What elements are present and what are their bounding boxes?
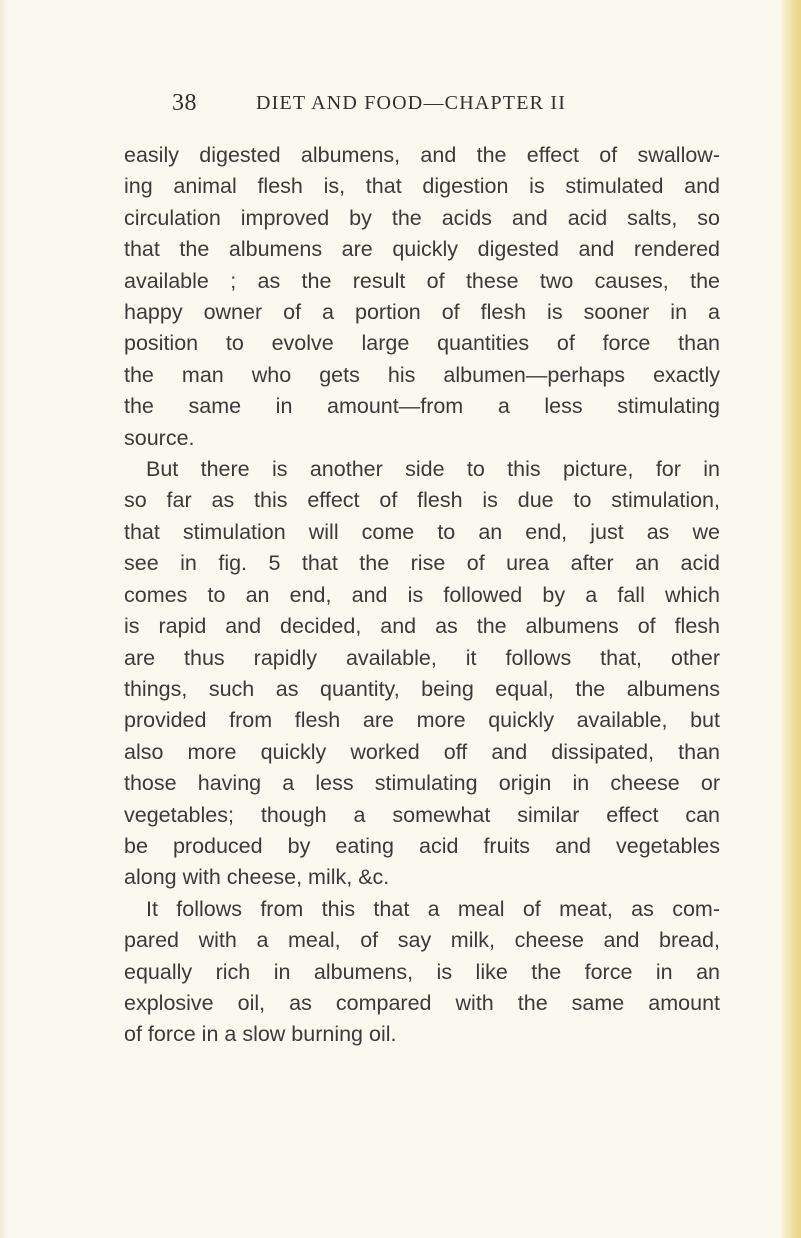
text-line: that stimulation will come to an end, just as we bbox=[124, 519, 720, 544]
text-line: the man who gets his albumen—perhaps exactly bbox=[124, 362, 720, 387]
text-line: also more quickly worked off and dissipated, than bbox=[124, 739, 720, 764]
body-text bbox=[124, 140, 720, 1051]
text-line: It follows from this that a meal of meat, as com- bbox=[146, 896, 720, 921]
text-line: pared with a meal, of say milk, cheese and bread, bbox=[124, 928, 720, 953]
text-line: are thus rapidly available, it follows that, other bbox=[124, 645, 720, 670]
paragraph-1 bbox=[124, 140, 720, 454]
page-gutter-shadow bbox=[0, 0, 8, 1238]
text-line: circulation improved by the acids and acid salts, so bbox=[124, 205, 720, 230]
text-line: those having a less stimulating origin in cheese or bbox=[124, 771, 720, 796]
text-line: position to evolve large quantities of force than bbox=[124, 331, 720, 356]
text-line: so far as this effect of flesh is due to stimulation, bbox=[124, 488, 720, 513]
text-line: happy owner of a portion of flesh is sooner in a bbox=[124, 300, 720, 325]
text-line: provided from flesh are more quickly available, but bbox=[124, 708, 720, 733]
text-line: of force in a slow burning oil. bbox=[124, 1022, 397, 1047]
paragraph-2 bbox=[124, 454, 720, 894]
text-line: things, such as quantity, being equal, the albumens bbox=[124, 676, 720, 701]
text-line: source. bbox=[124, 425, 195, 450]
running-head bbox=[0, 86, 801, 116]
text-line: be produced by eating acid fruits and vegetables bbox=[124, 833, 720, 858]
text-line: along with cheese, milk, &c. bbox=[124, 865, 390, 890]
text-line: see in fig. 5 that the rise of urea after an acid bbox=[124, 551, 720, 576]
text-line: that the albumens are quickly digested and rendered bbox=[124, 237, 720, 262]
chapter-header: DIET AND FOOD—CHAPTER II bbox=[256, 92, 567, 114]
text-line: equally rich in albumens, is like the force in an bbox=[124, 959, 720, 984]
page-edge-shadow bbox=[779, 0, 801, 1238]
text-line: ing animal flesh is, that digestion is stimulated and bbox=[124, 174, 720, 199]
text-line: vegetables; though a somewhat similar effect can bbox=[124, 802, 720, 827]
page-number: 38 bbox=[172, 90, 197, 116]
text-line: comes to an end, and is followed by a fall which bbox=[124, 582, 720, 607]
text-line: But there is another side to this picture, for in bbox=[146, 457, 720, 482]
text-line: is rapid and decided, and as the albumens of flesh bbox=[124, 614, 720, 639]
text-line: the same in amount—from a less stimulating bbox=[124, 394, 720, 419]
paragraph-3 bbox=[124, 894, 720, 1051]
text-line: easily digested albumens, and the effect of swallow- bbox=[124, 143, 720, 167]
text-line: available ; as the result of these two causes, the bbox=[124, 268, 720, 293]
text-line: explosive oil, as compared with the same amount bbox=[124, 990, 720, 1015]
